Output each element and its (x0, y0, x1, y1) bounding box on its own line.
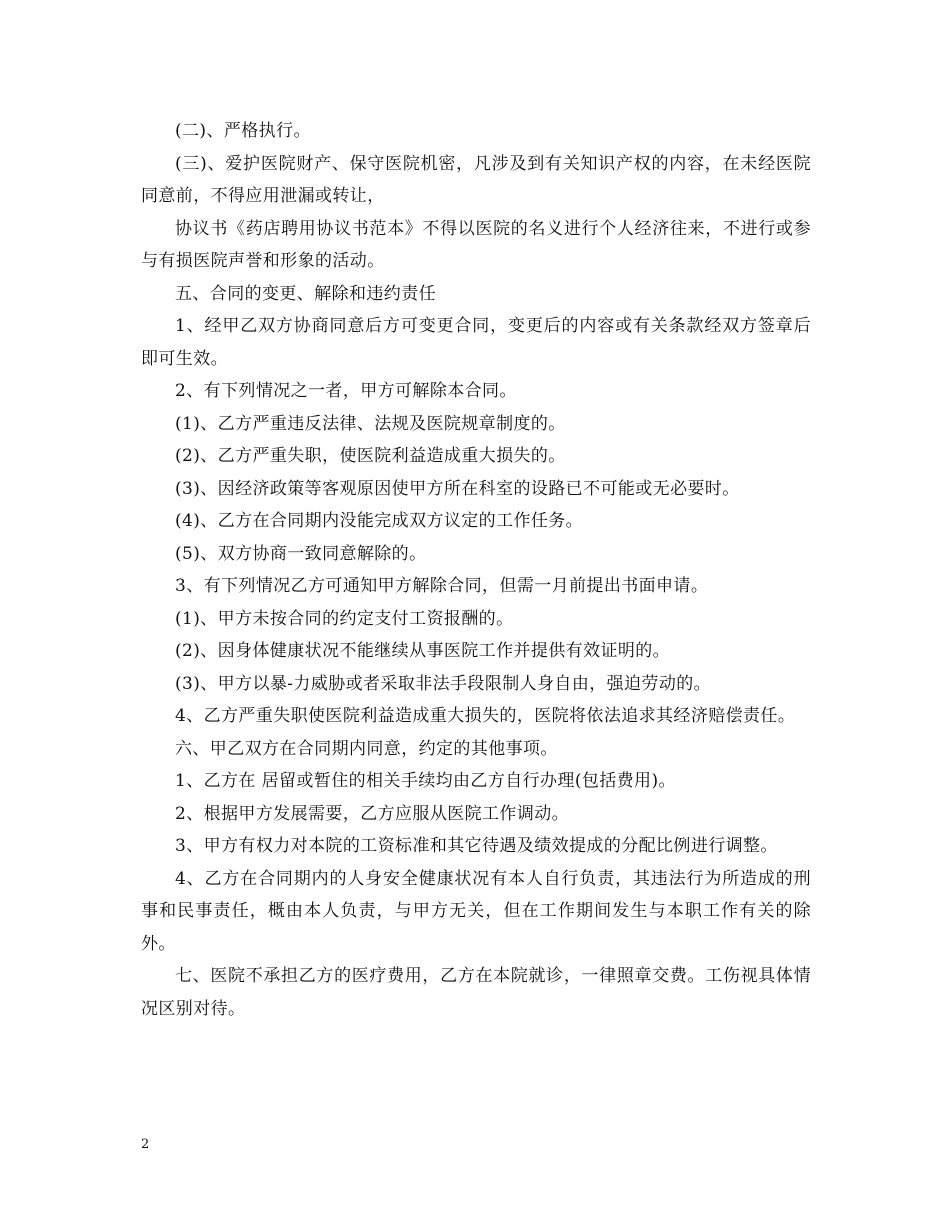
paragraph: 3、甲方有权力对本院的工资标准和其它待遇及绩效提成的分配比例进行调整。 (175, 836, 778, 856)
paragraph: 协议书《药店聘用协议书范本》不得以医院的名义进行个人经济往来，不进行或参与有损医院声誉和形象的活动。 (141, 218, 811, 271)
paragraph: (二)、严格执行。 (175, 121, 311, 141)
list-item: (1)、甲方未按合同的约定支付工资报酬的。 (175, 608, 514, 629)
list-item: (3)、甲方以暴-力威胁或者采取非法手段限制人身自由，强迫劳动的。 (175, 673, 712, 694)
page-number: 2 (141, 1137, 150, 1152)
document-body (141, 115, 811, 1025)
section-heading: 五、合同的变更、解除和违约责任 (175, 283, 436, 304)
list-item: (2)、乙方严重失职，使医院利益造成重大损失的。 (175, 446, 566, 466)
paragraph: 2、根据甲方发展需要，乙方应服从医院工作调动。 (175, 803, 570, 824)
list-item: (4)、乙方在合同期内没能完成双方议定的工作任务。 (175, 511, 584, 531)
list-item: (3)、因经济政策等客观原因使甲方所在科室的设路已不可能或无必要时。 (175, 478, 740, 499)
paragraph: 3、有下列情况乙方可通知甲方解除合同，但需一月前提出书面申请。 (175, 576, 709, 596)
section-heading: 七、医院不承担乙方的医疗费用，乙方在本院就诊，一律照章交费。工伤视具体情况区别对待。 (141, 966, 811, 1019)
paragraph: 2、有下列情况之一者，甲方可解除本合同。 (175, 381, 517, 401)
list-item: (2)、因身体健康状况不能继续从事医院工作并提供有效证明的。 (175, 641, 671, 661)
paragraph: 1、乙方在 居留或暂住的相关手续均由乙方自行办理(包括费用)。 (175, 771, 676, 791)
paragraph: 1、经甲乙双方协商同意后方可变更合同，变更后的内容或有关条款经双方签章后即可生效。 (141, 316, 811, 369)
paragraph: 4、乙方在合同期内的人身安全健康状况有本人自行负责，其违法行为所造成的刑事和民事责任，概由本人负责，与甲方无关，但在工作期间发生与本职工作有关的除外。 (141, 868, 811, 954)
section-heading: 六、甲乙双方在合同期内同意，约定的其他事项。 (175, 738, 558, 759)
paragraph: (三)、爱护医院财产、保守医院机密，凡涉及到有关知识产权的内容，在未经医院同意前，不得应用泄漏或转让， (141, 153, 811, 206)
list-item: (1)、乙方严重违反法律、法规及医院规章制度的。 (175, 413, 566, 434)
paragraph: 4、乙方严重失职使医院利益造成重大损失的，医院将依法追求其经济赔偿责任。 (175, 706, 796, 726)
list-item: (5)、双方协商一致同意解除的。 (175, 543, 427, 564)
